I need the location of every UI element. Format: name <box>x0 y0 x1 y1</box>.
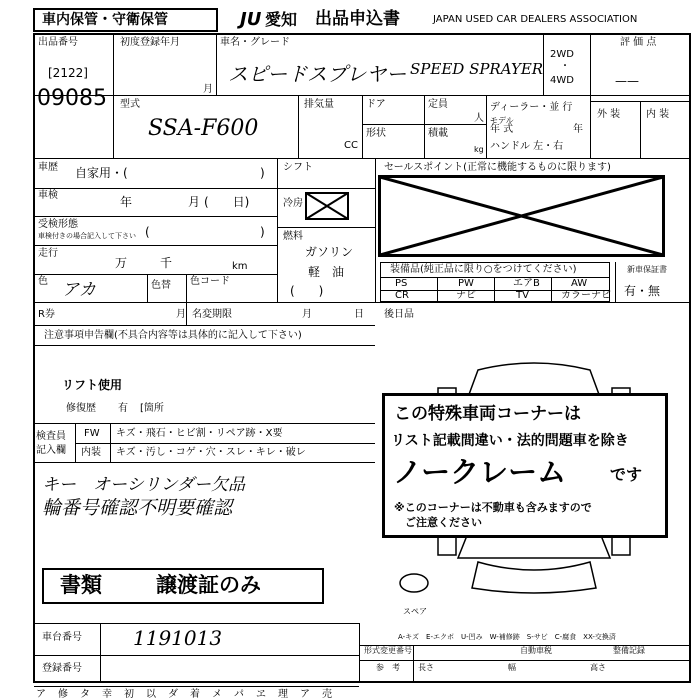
inspector-label-2: 記入欄 <box>36 445 66 456</box>
fw-items: キズ・飛石・ヒビ割・リペア跡・X要 <box>116 428 283 439</box>
inspection-label: 車検 <box>38 190 58 201</box>
name-change-label: 名変期限 <box>192 309 232 320</box>
interior-items: キズ・汚し・コゲ・穴・スレ・キレ・破レ <box>116 447 306 458</box>
footer-item: 幸 <box>102 689 112 700</box>
car-name-kana: スピードスプレヤー <box>228 62 407 86</box>
handwritten-note-1: キー オーシリンダー欠品 <box>42 475 245 495</box>
displacement-label: 排気量 <box>304 99 334 110</box>
reference-label: 参 考 <box>376 663 400 672</box>
color-code-label: 色コード <box>190 276 230 287</box>
footer-item: ヱ <box>256 689 266 700</box>
repair-history-label: 修復歴 <box>66 403 96 414</box>
footer-item: タ <box>80 689 90 700</box>
footer-item: 初 <box>124 689 134 700</box>
footer-item: ア <box>300 689 310 700</box>
car-name-english: SPEED SPRAYER <box>410 60 544 78</box>
lot-number-label: 出品番号 <box>38 37 78 48</box>
lift-note: リフト使用 <box>62 378 123 392</box>
equipment-item: PS <box>395 278 408 289</box>
year-unit: 年 <box>573 124 583 135</box>
footer-item: 以 <box>146 689 156 700</box>
new-warranty-label: 新車保証書 <box>627 265 667 274</box>
ac-crossed-box <box>305 192 349 220</box>
load-label: 積載 <box>428 128 448 139</box>
sales-point-crossed-box <box>378 175 665 257</box>
fw-label: FW <box>84 428 100 439</box>
color-label: 色 <box>38 276 48 287</box>
logo-mark: JU <box>240 9 262 30</box>
footer-row <box>34 688 359 700</box>
inspection-month: 月 <box>188 195 201 209</box>
equipment-item: PW <box>458 278 474 289</box>
footer-item: 修 <box>58 689 68 700</box>
equipment-label: 装備品(純正品に限り○をつけてください) <box>390 264 577 275</box>
spare-label: スペア <box>403 607 427 616</box>
form-title: 出品申込書 <box>315 9 400 29</box>
notice-line-2: リスト記載間違い・法的問題車を除き <box>391 433 629 449</box>
r-ticket-label: R券 <box>38 309 55 320</box>
km-unit: km <box>232 261 248 272</box>
footer-item: 売 <box>322 689 332 700</box>
handle-label: ハンドル 左・右 <box>490 141 564 152</box>
notice-note-1: ※このコーナーは不動車も含みますので <box>394 501 592 514</box>
drive-2wd: 2WD <box>550 49 574 60</box>
logo-text: 愛知 <box>265 10 298 29</box>
tax-label: 自動車税 <box>520 646 552 655</box>
shape-change-label: 形式変更番号 <box>364 646 412 655</box>
mileage-man: 万 <box>115 256 128 270</box>
interior-check-label: 内装 <box>81 447 101 458</box>
r-ticket-month: 月 <box>176 309 186 320</box>
capacity-label: 定員 <box>428 99 448 110</box>
receive-paren-open: ( <box>145 225 150 239</box>
repair-location: [箇所 <box>140 403 164 414</box>
ac-cross-icon <box>305 192 349 220</box>
interior-label: 内 装 <box>646 109 670 120</box>
notice-line-3-suffix: です <box>610 465 643 484</box>
history-value: 自家用・( <box>75 166 128 180</box>
chassis-number-value: 1191013 <box>133 626 223 650</box>
kg-unit: kg <box>474 145 484 154</box>
new-warranty-options: 有・無 <box>624 284 661 298</box>
history-close: ) <box>260 166 265 180</box>
cc-unit: CC <box>344 140 358 151</box>
notice-line-3: ノークレーム <box>393 455 567 489</box>
equipment-item: カラーナビ <box>561 290 611 301</box>
name-change-month: 月 <box>302 309 312 320</box>
equipment-row-1 <box>381 278 609 290</box>
height-label: 高さ <box>590 663 606 672</box>
fuel-label: 燃料 <box>283 231 303 242</box>
footer-item: メ <box>212 689 222 700</box>
footer-item: 理 <box>278 689 288 700</box>
damage-legend: A-キズ E-エクボ U-凹み W-補修跡 S-サビ C-腐食 XX-交換済 <box>398 633 616 641</box>
footer-item: 着 <box>190 689 200 700</box>
dealer-label: ディーラー・並 行 <box>490 102 573 113</box>
model-label: 型式 <box>120 99 140 110</box>
equipment-item: ナビ <box>456 290 476 301</box>
equipment-item: AW <box>571 278 588 289</box>
equipment-row-2 <box>381 291 609 302</box>
equipment-item: エアB <box>513 278 540 289</box>
shift-label: シフト <box>283 162 313 173</box>
first-registration-month-unit: 月 <box>203 84 213 95</box>
repair-history-value: 有 <box>118 403 128 414</box>
door-label: ドア <box>366 99 386 110</box>
color-change-label: 色替 <box>151 280 171 291</box>
footer-item: パ <box>234 689 244 700</box>
sales-point-cross-icon <box>378 175 665 257</box>
name-change-day: 日 <box>354 309 364 320</box>
mileage-sen: 千 <box>160 256 173 270</box>
association-name: JAPAN USED CAR DEALERS ASSOCIATION <box>433 14 638 25</box>
service-label: 整備記録 <box>613 646 645 655</box>
fuel-diesel: 軽 油 <box>308 265 345 279</box>
drive-dot: ・ <box>560 61 570 72</box>
footer-item: ダ <box>168 689 178 700</box>
lot-number: 09085 <box>37 86 107 111</box>
receive-type-sub: 車検付きの場合記入して下さい <box>38 232 136 240</box>
equipment-item: TV <box>516 290 529 301</box>
receive-paren-close: ) <box>260 225 265 239</box>
inspector-label-1: 検査員 <box>36 431 66 442</box>
notice-line-1: この特殊車両コーナーは <box>394 404 581 424</box>
fuel-gasoline: ガソリン <box>305 245 354 259</box>
chassis-number-label: 車台番号 <box>42 632 82 643</box>
documents-value: 譲渡証のみ <box>156 573 261 597</box>
model-value: SSA-F600 <box>148 116 259 141</box>
exterior-label: 外 装 <box>597 109 621 120</box>
storage-label: 車内保管・守衛保管 <box>42 12 168 28</box>
shape-label: 形状 <box>366 128 386 139</box>
footer-item: ア <box>36 689 46 700</box>
color-value: アカ <box>62 280 96 300</box>
handwritten-note-2: 輪番号確認不明要確認 <box>42 497 233 519</box>
notes-label: 注意事項申告欄(不具合内容等は具体的に記入して下さい) <box>44 330 302 341</box>
inspection-day: ( 日) <box>204 195 250 209</box>
notice-note-2: ご注意ください <box>405 516 482 529</box>
rear-item-label: 後日品 <box>384 309 414 320</box>
inspection-year: 年 <box>120 195 133 209</box>
receive-type-label: 受検形態 <box>38 219 78 230</box>
ac-label: 冷房 <box>283 198 303 209</box>
drive-4wd: 4WD <box>550 75 574 86</box>
history-label: 車歴 <box>38 162 58 173</box>
first-registration-label: 初度登録年月 <box>120 37 180 48</box>
documents-label: 書類 <box>60 573 102 597</box>
car-name-label: 車名・グレード <box>220 37 290 48</box>
width-label: 幅 <box>508 663 516 672</box>
sales-point-label: セールスポイント(正常に機能するものに限ります) <box>384 162 611 173</box>
lot-number-sub: [2122] <box>48 66 88 80</box>
registration-number-label: 登録番号 <box>42 663 82 674</box>
rating-value: —— <box>615 74 639 88</box>
equipment-item: CR <box>395 290 409 301</box>
model-year-label-2: 年 式 <box>490 124 514 135</box>
fuel-paren: ( ) <box>290 284 324 298</box>
capacity-unit: 人 <box>474 113 484 124</box>
length-label: 長さ <box>418 663 434 672</box>
model-year-label-1: モデル <box>490 116 514 125</box>
rating-label: 評 価 点 <box>620 37 657 48</box>
mileage-label: 走行 <box>38 248 58 259</box>
